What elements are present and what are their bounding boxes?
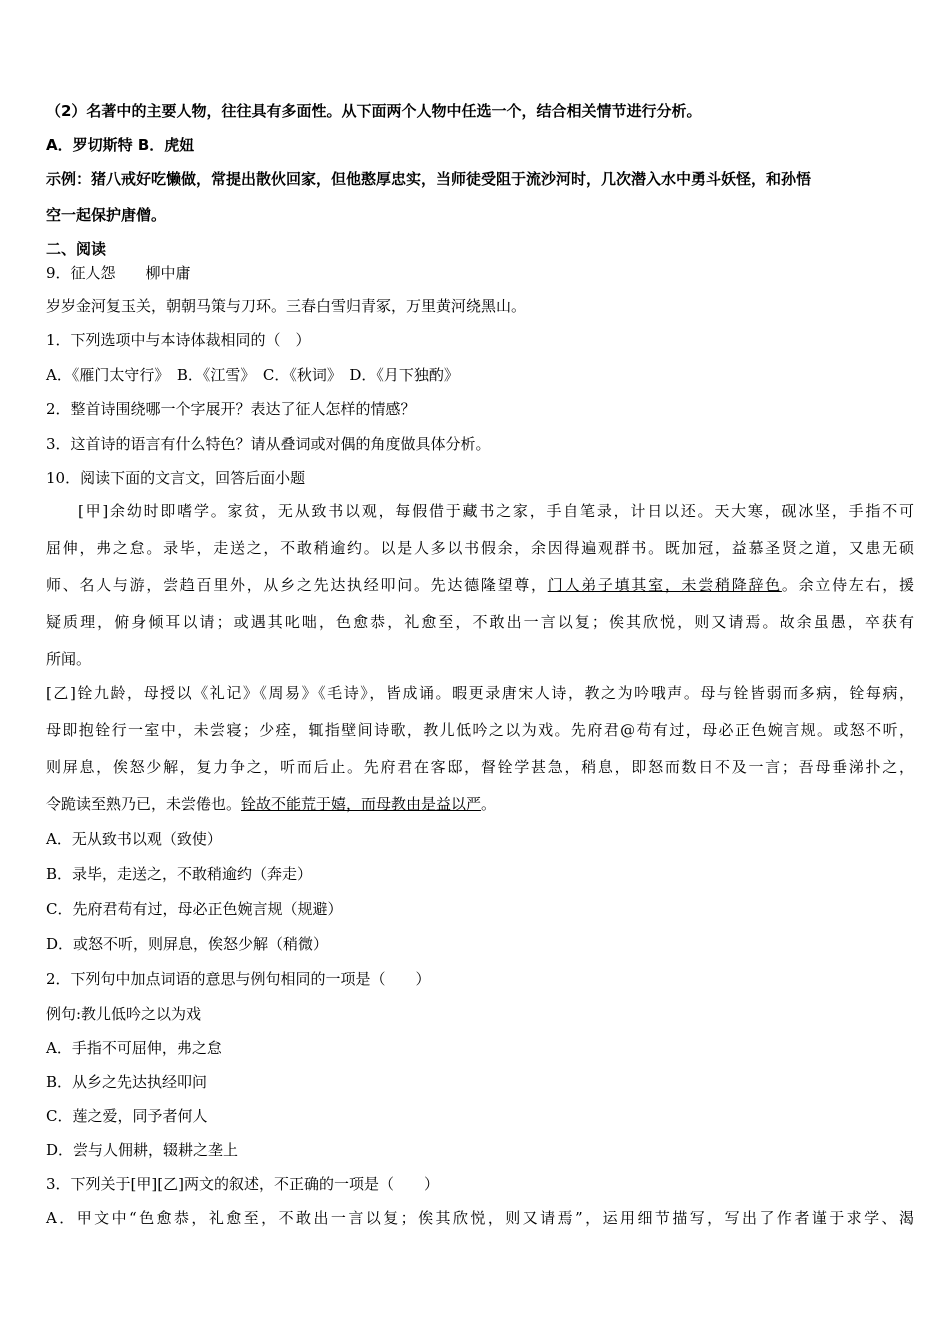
q10-sub2-example: 例句:教儿低吟之以为戏 [46, 1005, 202, 1023]
q9-poem: 岁岁金河复玉关，朝朝马策与刀环。三春白雪归青冢，万里黄河绕黑山。 [46, 297, 527, 315]
yi-line-2: 母即抱铨行一室中，未尝寝；少痊，辄指壁间诗歌，教儿低吟之以为戏。先府君@苟有过，母必正色婉言规。或怒不听， [46, 721, 914, 739]
q10-sub1-option-d: D．或怒不听，则屏息，俟怒少解（稍微） [46, 935, 329, 953]
example-line-1: 示例：猪八戒好吃懒做，常提出散伙回家，但他憨厚忠实，当师徒受阻于流沙河时，几次潜入水中勇斗妖怪，和孙悟 [46, 170, 812, 188]
q2-prompt: （2）名著中的主要人物，往往具有多面性。从下面两个人物中任选一个，结合相关情节进行分析。 [46, 102, 702, 120]
q10-sub2-option-a: A．手指不可屈伸，弗之怠 [46, 1039, 222, 1057]
example-line-2: 空一起保护唐僧。 [46, 206, 167, 224]
q10-sub1-option-c: C．先府君苟有过，母必正色婉言规（规避） [46, 900, 343, 918]
q10-sub2-option-b: B．从乡之先达执经叩问 [46, 1073, 208, 1091]
q9-title: 9．征人怨 柳中庸 [46, 264, 191, 282]
jia-line-2: 屈伸，弗之怠。录毕，走送之，不敢稍逾约。以是人多以书假余，余因得遍观群书。既加冠，益慕圣贤之道，又患无硕 [46, 539, 914, 557]
yi-line-1: [乙]铨九龄，母授以《礼记》《周易》《毛诗》，皆成诵。暇更录唐宋人诗，教之为吟哦声。母与铨皆弱而多病，铨每病， [46, 684, 914, 702]
yi-line-3: 则屏息，俟怒少解，复力争之，听而后止。先府君在客邸，督铨学甚急，稍息，即怒而数日不及一言；吾母垂涕扑之， [46, 758, 914, 776]
underlined-sentence: 铨故不能荒于嬉，而母教由是益以严 [241, 795, 482, 813]
q10-sub1-option-a: A．无从致书以观（致使） [46, 830, 222, 848]
q10-sub3-option-a: A．甲文中“色愈恭，礼愈至，不敢出一言以复；俟其欣悦，则又请焉”，运用细节描写，写出了作者谨于求学、渴 [46, 1209, 914, 1227]
jia-line-4: 疑质理，俯身倾耳以请；或遇其叱咄，色愈恭，礼愈至，不敢出一言以复；俟其欣悦，则又请焉。故余虽愚，卒获有 [46, 613, 914, 631]
q10-sub2-option-d: D．尝与人佣耕，辍耕之垄上 [46, 1141, 239, 1159]
q10-sub2-option-c: C．莲之爱，同予者何人 [46, 1107, 208, 1125]
q2-options: A．罗切斯特 B．虎妞 [46, 136, 195, 154]
jia-line-3: 师、名人与游，尝趋百里外，从乡之先达执经叩问。先达德隆望尊，门人弟子填其室，未尝稍降辞色。余立侍左右，援 [46, 576, 914, 594]
section-title: 二、阅读 [46, 240, 107, 258]
q10-sub2: 2．下列句中加点词语的意思与例句相同的一项是（ ） [46, 970, 431, 988]
jia-line-1: [甲]余幼时即嗜学。家贫，无从致书以观，每假借于藏书之家，手自笔录，计日以还。天大寒，砚冰坚，手指不可 [78, 502, 914, 520]
q9-sub1: 1．下列选项中与本诗体裁相同的（ ） [46, 331, 311, 349]
q9-sub3: 3．这首诗的语言有什么特色？请从叠词或对偶的角度做具体分析。 [46, 435, 491, 453]
q10-sub1-option-b: B．录毕，走送之，不敢稍逾约（奔走） [46, 865, 313, 883]
q10-title: 10．阅读下面的文言文，回答后面小题 [46, 469, 306, 487]
q10-sub3: 3．下列关于[甲][乙]两文的叙述，不正确的一项是（ ） [46, 1175, 439, 1193]
jia-line-5: 所闻。 [46, 650, 92, 668]
yi-line-4: 令跪读至熟乃已，未尝倦也。铨故不能荒于嬉，而母教由是益以严。 [46, 795, 497, 813]
q9-sub1-options: A．《雁门太守行》 B．《江雪》 C．《秋词》 D．《月下独酌》 [46, 366, 459, 384]
q9-sub2: 2．整首诗围绕哪一个字展开？表达了征人怎样的情感？ [46, 400, 416, 418]
underlined-phrase: 门人弟子填其室，未尝稍降辞色 [547, 576, 782, 594]
